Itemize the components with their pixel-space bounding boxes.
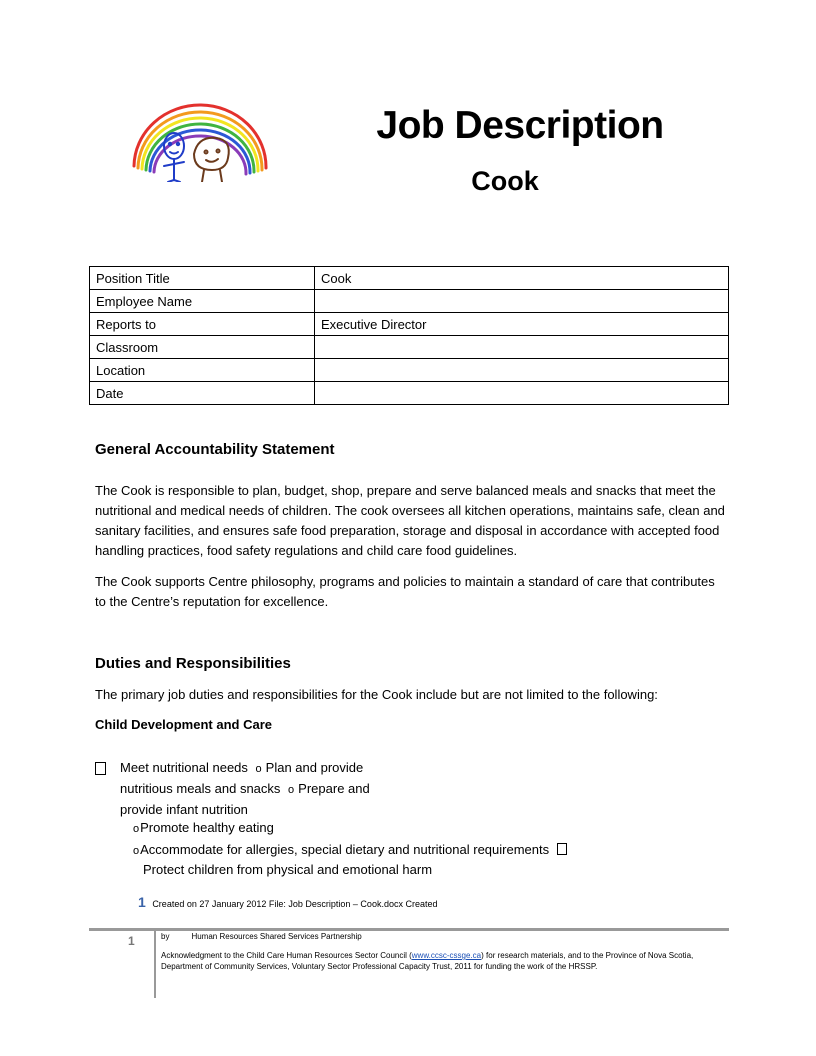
circle-bullet-icon: o: [288, 784, 295, 796]
table-row: [90, 359, 729, 382]
page-title: Job Description: [376, 104, 664, 147]
footer-by-text: Human Resources Shared Services Partnership: [191, 932, 362, 941]
table-row: [90, 290, 729, 313]
duty-nutritious-meals: nutritious meals and snacks: [120, 781, 281, 796]
footnote-number: 1: [138, 894, 146, 910]
child-development-subheading: Child Development and Care: [95, 717, 272, 732]
position-title-value: Cook: [315, 267, 729, 290]
reports-to-value: Executive Director: [315, 313, 729, 336]
accountability-paragraph-1: The Cook is responsible to plan, budget, shop, prepare and serve balanced meals and snacks that meet the nutritional and medical needs of children. The cook oversees all kitchen operations, maintains safe, clean and sanitary facilities, and ensures safe food preparation, storage and disposal in accordance with accepted food handling practices, food safety regulations and child care food guidelines.: [95, 483, 725, 558]
bullet-box-icon: [95, 762, 106, 775]
ccsc-website-link[interactable]: www.ccsc-cssge.ca: [411, 951, 482, 960]
table-row: [90, 336, 729, 359]
footer-vertical-divider: [154, 928, 156, 998]
duty-meet-nutritional-needs: Meet nutritional needs: [120, 760, 248, 775]
employee-name-value: [315, 290, 729, 313]
list-item: [120, 758, 390, 820]
footer-by-label: by: [161, 932, 170, 941]
circle-bullet-icon: o: [133, 823, 140, 835]
duty-accommodate-allergies: Accommodate for allergies, special dietary and nutritional requirements: [140, 842, 550, 857]
duty-prepare-and: Prepare and: [298, 781, 370, 796]
list-item: [133, 840, 567, 861]
circle-bullet-icon: o: [255, 763, 262, 775]
duty-plan-and-provide: Plan and provide: [265, 760, 364, 775]
created-footnote: [138, 894, 437, 910]
table-row: [90, 267, 729, 290]
date-label: Date: [90, 382, 315, 405]
footer: [161, 931, 721, 972]
page-subtitle: Cook: [471, 166, 539, 196]
accountability-paragraph-2: The Cook supports Centre philosophy, programs and policies to maintain a standard of care that contributes to the Centre’s reputation for excellence.: [95, 574, 715, 609]
circle-bullet-icon: o: [133, 845, 140, 857]
location-value: [315, 359, 729, 382]
table-row: [90, 313, 729, 336]
employee-name-label: Employee Name: [90, 290, 315, 313]
location-label: Location: [90, 359, 315, 382]
reports-to-label: Reports to: [90, 313, 315, 336]
footer-acknowledgment: [161, 950, 721, 972]
position-info-table: [89, 266, 729, 405]
bullet-box-icon: [557, 843, 567, 855]
accountability-heading: General Accountability Statement: [95, 441, 335, 458]
position-title-label: Position Title: [90, 267, 315, 290]
rainbow-children-logo: [128, 96, 274, 182]
footer-by-line: [161, 931, 721, 942]
duty-protect-children: Protect children from physical and emotional harm: [143, 862, 433, 877]
duty-promote-healthy-eating: Promote healthy eating: [140, 820, 274, 835]
classroom-value: [315, 336, 729, 359]
created-text: Created on 27 January 2012 File: Job Description – Cook.docx Created: [152, 899, 438, 909]
date-value: [315, 382, 729, 405]
duties-intro: The primary job duties and responsibilities for the Cook include but are not limited to the following:: [95, 687, 658, 702]
page-number: 1: [128, 934, 135, 948]
table-row: [90, 382, 729, 405]
footer-ack-after: ) for research materials, and to the Province of Nova Scotia, Department of Community Services, Voluntary Sector Professional Capacity Trust, 2011 for funding the work of the HRSSP.: [161, 951, 694, 971]
footer-ack-before: Acknowledgment to the Child Care Human Resources Sector Council (: [161, 951, 412, 960]
duties-heading: Duties and Responsibilities: [95, 655, 291, 672]
classroom-label: Classroom: [90, 336, 315, 359]
list-item: [133, 818, 274, 839]
duty-infant-nutrition: provide infant nutrition: [120, 802, 248, 817]
list-item: [143, 860, 432, 880]
